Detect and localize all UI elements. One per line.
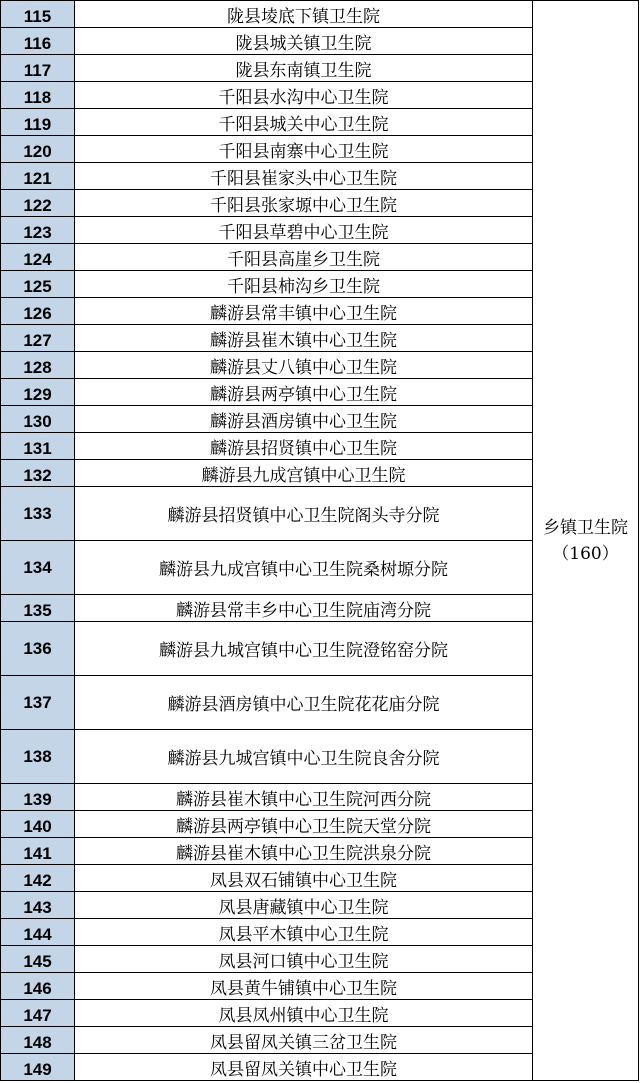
hospital-name: 千阳县高崖乡卫生院 xyxy=(75,244,533,271)
row-number: 144 xyxy=(1,919,75,946)
row-number: 130 xyxy=(1,406,75,433)
row-number: 119 xyxy=(1,109,75,136)
hospital-name: 凤县河口镇中心卫生院 xyxy=(75,946,533,973)
hospital-name: 麟游县两亭镇中心卫生院天堂分院 xyxy=(75,811,533,838)
row-number: 142 xyxy=(1,865,75,892)
hospital-name: 麟游县常丰乡中心卫生院庙湾分院 xyxy=(75,595,533,622)
row-number: 131 xyxy=(1,433,75,460)
hospital-name: 千阳县城关中心卫生院 xyxy=(75,109,533,136)
hospital-name: 凤县平木镇中心卫生院 xyxy=(75,919,533,946)
hospital-name: 麟游县九成宫镇中心卫生院桑树塬分院 xyxy=(75,541,533,595)
hospital-name: 麟游县招贤镇中心卫生院 xyxy=(75,433,533,460)
row-number: 134 xyxy=(1,541,75,595)
hospital-name: 麟游县丈八镇中心卫生院 xyxy=(75,352,533,379)
row-number: 147 xyxy=(1,1000,75,1027)
row-number: 148 xyxy=(1,1027,75,1054)
hospital-name: 麟游县九城宫镇中心卫生院良舍分院 xyxy=(75,730,533,784)
hospital-name: 凤县凤州镇中心卫生院 xyxy=(75,1000,533,1027)
category-count: （160） xyxy=(552,543,619,564)
hospital-name: 麟游县崔木镇中心卫生院洪泉分院 xyxy=(75,838,533,865)
hospital-name: 千阳县草碧中心卫生院 xyxy=(75,217,533,244)
row-number: 115 xyxy=(1,1,75,28)
hospital-name: 陇县城关镇卫生院 xyxy=(75,28,533,55)
row-number: 140 xyxy=(1,811,75,838)
row-number: 145 xyxy=(1,946,75,973)
hospital-name: 陇县东南镇卫生院 xyxy=(75,55,533,82)
hospital-name: 麟游县酒房镇中心卫生院花花庙分院 xyxy=(75,676,533,730)
row-number: 146 xyxy=(1,973,75,1000)
hospital-name: 凤县双石铺镇中心卫生院 xyxy=(75,865,533,892)
row-number: 120 xyxy=(1,136,75,163)
category-label: 乡镇卫生院 xyxy=(543,517,628,538)
row-number: 127 xyxy=(1,325,75,352)
hospital-name: 千阳县水沟中心卫生院 xyxy=(75,82,533,109)
hospital-name: 麟游县两亭镇中心卫生院 xyxy=(75,379,533,406)
category-cell xyxy=(533,1,639,1081)
row-number: 116 xyxy=(1,28,75,55)
hospital-name: 麟游县崔木镇中心卫生院 xyxy=(75,325,533,352)
hospital-name: 麟游县招贤镇中心卫生院阁头寺分院 xyxy=(75,487,533,541)
table-row xyxy=(1,1,639,28)
hospital-name: 陇县堎底下镇卫生院 xyxy=(75,1,533,28)
row-number: 143 xyxy=(1,892,75,919)
row-number: 138 xyxy=(1,730,75,784)
hospital-name: 千阳县南寨中心卫生院 xyxy=(75,136,533,163)
row-number: 128 xyxy=(1,352,75,379)
hospital-name: 凤县留凤关镇中心卫生院 xyxy=(75,1054,533,1081)
hospital-name: 麟游县九成宫镇中心卫生院 xyxy=(75,460,533,487)
row-number: 139 xyxy=(1,784,75,811)
hospital-name: 麟游县崔木镇中心卫生院河西分院 xyxy=(75,784,533,811)
row-number: 124 xyxy=(1,244,75,271)
row-number: 135 xyxy=(1,595,75,622)
hospital-name: 凤县留凤关镇三岔卫生院 xyxy=(75,1027,533,1054)
row-number: 149 xyxy=(1,1054,75,1081)
row-number: 123 xyxy=(1,217,75,244)
hospital-table-body xyxy=(1,1,639,1081)
row-number: 121 xyxy=(1,163,75,190)
hospital-name: 千阳县张家塬中心卫生院 xyxy=(75,190,533,217)
row-number: 118 xyxy=(1,82,75,109)
row-number: 126 xyxy=(1,298,75,325)
hospital-name: 凤县黄牛铺镇中心卫生院 xyxy=(75,973,533,1000)
row-number: 117 xyxy=(1,55,75,82)
row-number: 125 xyxy=(1,271,75,298)
row-number: 137 xyxy=(1,676,75,730)
row-number: 136 xyxy=(1,622,75,676)
hospital-name: 千阳县崔家头中心卫生院 xyxy=(75,163,533,190)
hospital-name: 麟游县常丰镇中心卫生院 xyxy=(75,298,533,325)
hospital-name: 凤县唐藏镇中心卫生院 xyxy=(75,892,533,919)
hospital-name: 千阳县柿沟乡卫生院 xyxy=(75,271,533,298)
hospital-name: 麟游县九城宫镇中心卫生院澄铭窑分院 xyxy=(75,622,533,676)
row-number: 122 xyxy=(1,190,75,217)
row-number: 129 xyxy=(1,379,75,406)
row-number: 132 xyxy=(1,460,75,487)
row-number: 141 xyxy=(1,838,75,865)
hospital-name: 麟游县酒房镇中心卫生院 xyxy=(75,406,533,433)
row-number: 133 xyxy=(1,487,75,541)
